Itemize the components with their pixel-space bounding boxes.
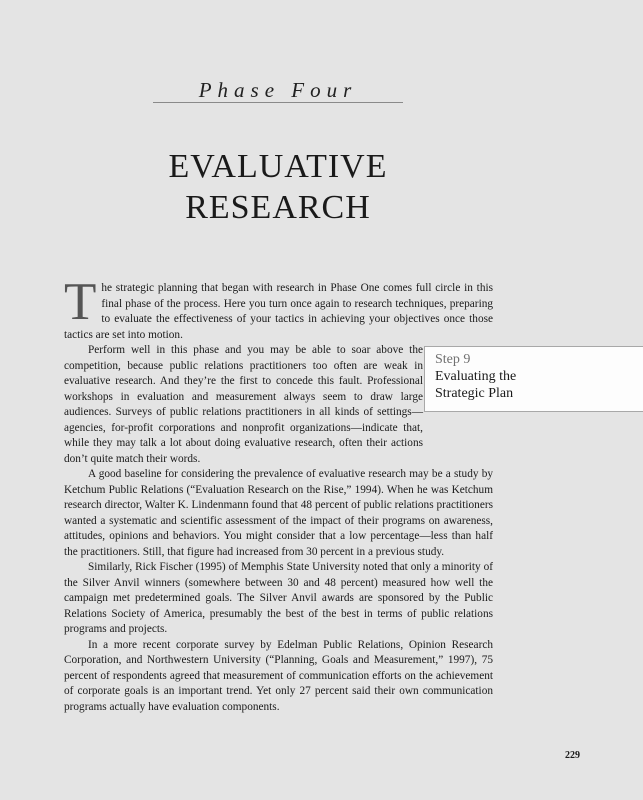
phase-divider — [153, 102, 403, 103]
paragraph-1 — [64, 273, 493, 343]
drop-cap: T — [64, 273, 97, 331]
step-title: Evaluating the Strategic Plan — [435, 369, 517, 401]
paragraph-3: A good baseline for considering the prevalence of evaluative research may be a study by Ketchum Public Relations (“Evaluation Research on the Rise,” 1994). When he was Ketchum research director, Walter K. Lindenmann found that 48 percent of public relations practitioners wanted a systematic and scientific assessment of the impact of their programs on awareness, attitudes, opinions and behaviors. You might consider that a low percentage—less than half the practitioners. Still, that figure had increased from 30 percent in a previous study. — [64, 468, 493, 558]
chapter-title-line-2: RESEARCH — [185, 189, 371, 226]
step-label: Step 9 — [435, 352, 471, 367]
paragraph-5: In a more recent corporate survey by Edelman Public Relations, Opinion Research Corporation, and Northwestern University (“Planning, Goals and Measurement,” 1997), 75 percent of respondents agreed that measurement of communication efforts on the achievement of corporate goals is an important trend. Yet only 27 percent said their own communication programs actually have evaluation components. — [64, 638, 493, 713]
paragraph-4: Similarly, Rick Fischer (1995) of Memphis State University noted that only a minority of the Silver Anvil winners (somewhere between 30 and 48 percent) measured how well the campaign met predetermined goals. The Silver Anvil awards are sponsored by the Public Relations Society of America, presumably the best of the best in terms of public relations programs and projects. — [64, 561, 493, 635]
paragraph-2: Perform well in this phase and you may be able to soar above the competition, because public relations practitioners too often are weak in evaluative research. And they’re the first to concede this fault. Professional workshops in evaluation and measurement always seem to draw large audiences. Surveys of public relations practitioners in all kinds of settings—agencies, for-profit corporations and nonprofit organizations—indicate that, while they may talk a lot about doing evaluative research, often their actions don’t quite match their words. — [64, 344, 423, 465]
phase-heading: Phase Four — [198, 78, 358, 102]
chapter-title — [100, 146, 456, 228]
chapter-title-line-1: EVALUATIVE — [168, 148, 388, 185]
paragraph-1-text: he strategic planning that began with research in Phase One comes full circle in this final phase of the process. Here you turn once again to research techniques, preparing to evaluate the effectiveness of your tactics in achieving your objectives once those tactics are set into motion. — [64, 282, 493, 341]
page-number: 229 — [565, 750, 580, 761]
body-text — [64, 273, 493, 715]
